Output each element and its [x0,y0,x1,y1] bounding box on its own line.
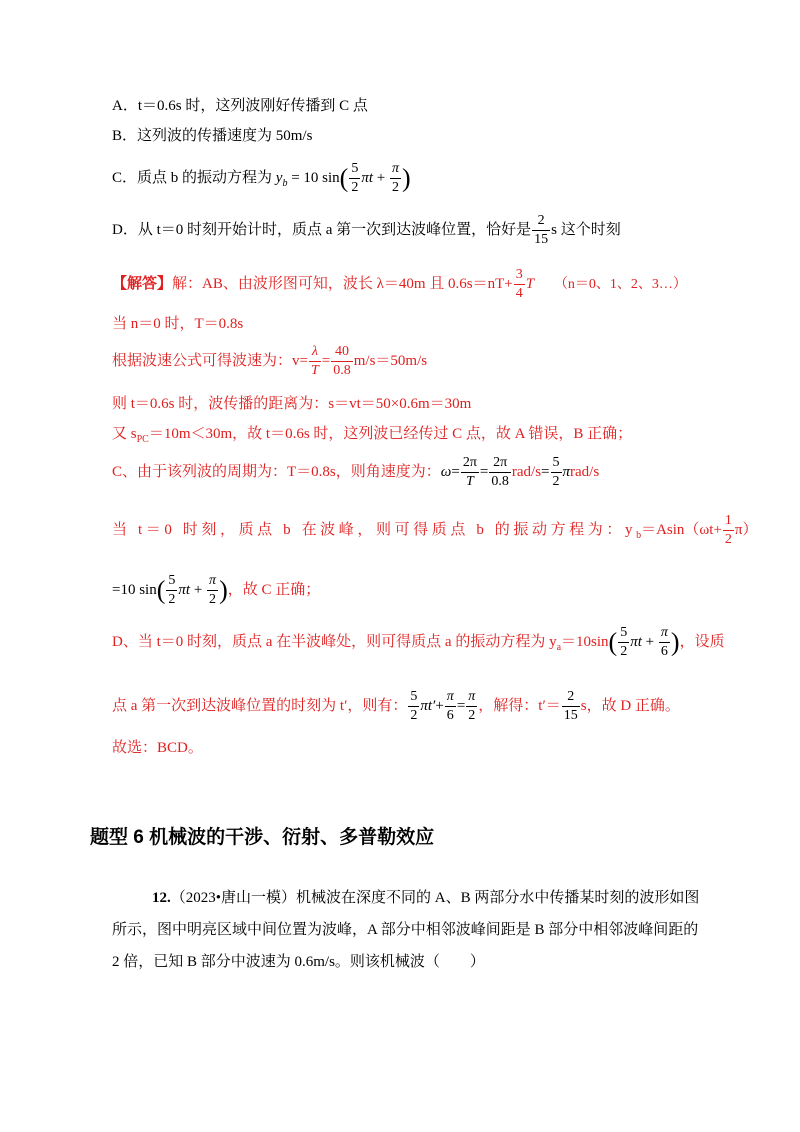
answer-tag: 【解答】 [112,276,173,292]
frac-5-2-c: $\frac{5}{2}$ [168,573,176,608]
answer-line-5 [112,424,632,450]
answer-line-6-prefix: C、由于该列波的周期为：T＝0.8s，则角速度为： [112,464,441,480]
option-d-prefix: D．从 t＝0 时刻开始计时，质点 a 第一次到达波峰位置，恰好是 [112,222,532,238]
frac-2-15: $\frac{2}{15}$ [534,213,549,248]
answer-line-7 [112,508,758,558]
option-c-prefix: C．质点 b 的振动方程为 [112,170,273,186]
frac-2-15-b: $\frac{2}{15}$ [563,689,578,724]
answer-line-8-prefix: =10 sin [112,582,157,598]
frac-pi-6: $\frac{\pi}{6}$ [660,625,668,660]
question-12 [112,882,702,978]
frac-5-2-e: $\frac{5}{2}$ [410,689,418,724]
answer-line-9-tail: ，设质 [679,634,725,650]
option-d [112,210,621,250]
answer-line-7-text: 当 t＝0 时刻，质点 b 在波峰，则可得质点 b 的振动方程为：y [112,522,637,538]
answer-line-2: 当 n＝0 时，T＝0.8s [112,316,244,332]
option-c-eq: = 10 sin [291,170,340,186]
frac-2pi-0.8: $\frac{2\pi}{0.8}$ [491,455,509,490]
frac-5-2-d: $\frac{5}{2}$ [620,625,628,660]
answer-line-6-unit1: rad/s [511,464,542,480]
section-heading: 题型 6 机械波的干涉、衍射、多普勒效应 [90,827,435,848]
answer-line-6-omega: ω [440,464,452,480]
frac-1-2: $\frac{1}{2}$ [724,513,732,548]
frac-2pi-T: $\frac{2\pi}{T}$ [462,455,477,490]
answer-line-4: 则 t＝0.6s 时，波传播的距离为：s＝vt＝50×0.6m＝30m [112,396,472,412]
answer-line-5-a: 又 s [112,426,137,442]
answer-line-9: D、当 t＝0 时刻，质点 a 在半波峰处，则可得质点 a 的振动方程为 $y_a=10\sin$( $\frac{5}{2}$ πt + $\frac{\pi}{6}$ )，设质 [112,625,725,660]
answer-line-6: C、由于该列波的周期为：T＝0.8s，则角速度为：ω= $\frac{2\pi}{T}$ = $\frac{2\pi}{0.8}$ rad/s= $\frac{5}{2}$ πrad/s [112,455,600,490]
answer-line-3-mid: m/s＝50m/s [353,353,428,369]
answer-line-10-tail: s，故 D 正确。 [580,698,680,714]
option-d-suffix: s 这个时刻 [551,222,621,238]
answer-line-11: 故选：BCD。 [112,740,203,756]
frac-3-4: $\frac{3}{4}$ [515,267,523,302]
answer-line-3: 根据波速公式可得波速为：v= $\frac{\lambda}{T}$ = $\frac{40}{0.8}$ m/s＝50m/s [112,344,428,379]
answer-line-6-unit2: rad/s [570,464,600,480]
answer-line-5-b: ＝10m＜30m，故 t＝0.6s 时，这列波已经传过 C 点，故 A 错误，B 正确； [148,426,633,442]
frac-5-2-b: $\frac{5}{2}$ [552,455,560,490]
question-text: （2023•唐山一模）机械波在深度不同的 A、B 两部分水中传播某时刻的波形如图所示，图中明亮区域中间位置为波峰，A 部分中相邻波峰间距是 B 部分中相邻波峰间距的 2 倍，已知 B 部分中波速为 0.6m/s。则该机械波（ ） [112,890,700,970]
answer-line-10-prefix: 点 a 第一次到达波峰位置的时刻为 t′，则有： [112,698,408,714]
answer-line-1 [112,264,687,305]
option-c: C．质点 b 的振动方程为 $y_b = 10$ sin( $\frac{5}{2}$ πt + $\frac{\pi}{2}$ ) [112,161,411,196]
answer-line-5-sub: PC [136,434,149,445]
answer-line-7-pi: π） [734,522,758,538]
answer-line-1-text: 解：AB、由波形图可知，波长 λ＝40m 且 0.6s＝nT+ [172,276,513,292]
question-number: 12. [152,890,171,906]
option-c-y: y [275,170,283,186]
answer-line-1-tail: （n＝0、1、2、3…） [553,277,687,292]
frac-pi-6-b: $\frac{\pi}{6}$ [446,689,454,724]
frac-40-0.8: $\frac{40}{0.8}$ [333,344,351,379]
frac-lambda-T: $\frac{\lambda}{T}$ [310,344,319,379]
answer-line-8-tail: ，故 C 正确； [227,582,321,598]
answer-line-7-sub: b [636,530,642,541]
answer-line-3-prefix: 根据波速公式可得波速为：v= [112,353,308,369]
answer-line-10-mid: ，解得：t′＝ [478,698,561,714]
frac-pi-2-b: $\frac{\pi}{2}$ [209,573,217,608]
frac-pi-2: $\frac{\pi}{2}$ [391,161,399,196]
answer-line-1-T: T [525,276,535,292]
answer-line-9-mid: ＝10sin [561,634,609,650]
option-c-sub: b [282,178,288,189]
option-a: A．t＝0.6s 时，这列波刚好传播到 C 点 [112,98,368,114]
answer-line-7-tail: ＝Asin（ωt+ [641,522,722,538]
frac-pi-2-c: $\frac{\pi}{2}$ [468,689,476,724]
frac-5-2: $\frac{5}{2}$ [351,161,359,196]
answer-line-8: =10 sin( $\frac{5}{2}$ πt + $\frac{\pi}{2}$ )，故 C 正确； [112,573,321,608]
answer-line-9-sub: a [556,642,562,653]
answer-line-9-prefix: D、当 t＝0 时刻，质点 a 在半波峰处，则可得质点 a 的振动方程为 y [112,634,557,650]
answer-line-6-pi: π [562,464,571,480]
option-b: B．这列波的传播速度为 50m/s [112,128,313,144]
answer-line-10: 点 a 第一次到达波峰位置的时刻为 t′，则有： $\frac{5}{2}$ πt′+ $\frac{\pi}{6}$ = $\frac{\pi}{2}$ ，解得：t′＝ $\frac{2}{15}$ s，故 D 正确。 [112,689,680,724]
